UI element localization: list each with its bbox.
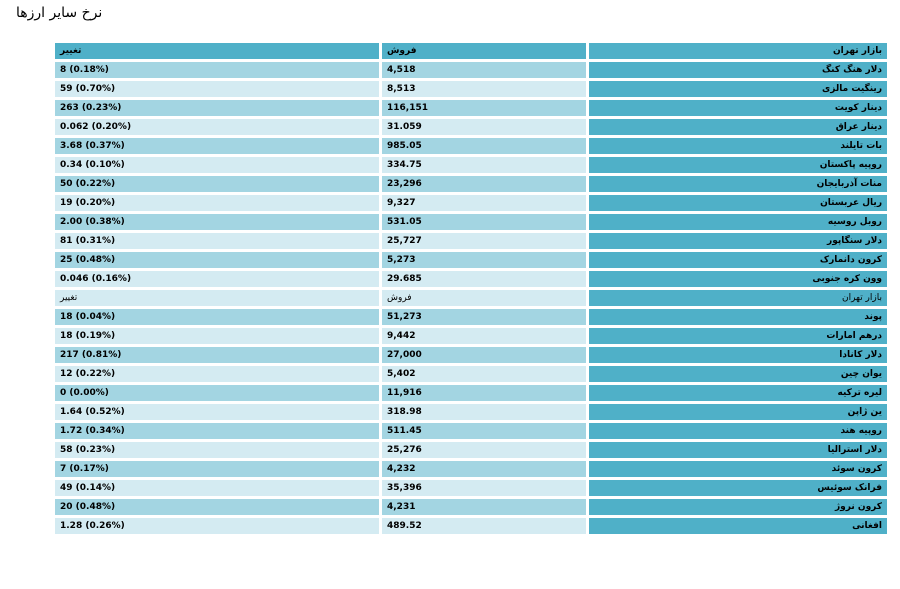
currency-name: منات آذربایجان: [589, 176, 887, 192]
currency-name: دلار کانادا: [589, 347, 887, 363]
currency-name: کرون سوئد: [589, 461, 887, 477]
currency-name: کرون دانمارک: [589, 252, 887, 268]
sell-price: 4,232: [382, 461, 586, 477]
currency-name: رینگیت مالزی: [589, 81, 887, 97]
change-value: 58 (0.23%): [55, 442, 379, 458]
table-row: [55, 271, 887, 287]
currency-name: روپیه پاکستان: [589, 157, 887, 173]
change-value: 18 (0.19%): [55, 328, 379, 344]
sell-price: 489.52: [382, 518, 586, 534]
table-row: [55, 100, 887, 116]
currency-name: دینار عراق: [589, 119, 887, 135]
page-title: نرخ سایر ارزها: [16, 5, 103, 21]
change-value: 3.68 (0.37%): [55, 138, 379, 154]
sell-price: 25,276: [382, 442, 586, 458]
change-value: 20 (0.48%): [55, 499, 379, 515]
change-value: 81 (0.31%): [55, 233, 379, 249]
sell-price: 31.059: [382, 119, 586, 135]
table-row: [55, 252, 887, 268]
table-row: [55, 480, 887, 496]
change-value: 12 (0.22%): [55, 366, 379, 382]
table-row: [55, 442, 887, 458]
table-row: [55, 176, 887, 192]
header-change: تغییر: [55, 43, 379, 59]
change-value: 0.046 (0.16%): [55, 271, 379, 287]
change-value: 8 (0.18%): [55, 62, 379, 78]
change-value: 0 (0.00%): [55, 385, 379, 401]
header-market: بازار تهران: [589, 43, 887, 59]
change-value: 25 (0.48%): [55, 252, 379, 268]
subheader-sell: فروش: [382, 290, 586, 306]
change-value: 1.28 (0.26%): [55, 518, 379, 534]
sell-price: 27,000: [382, 347, 586, 363]
currency-rates-table: [52, 40, 890, 537]
change-value: 50 (0.22%): [55, 176, 379, 192]
header-sell: فروش: [382, 43, 586, 59]
currency-name: روبل روسیه: [589, 214, 887, 230]
change-value: 59 (0.70%): [55, 81, 379, 97]
table-row: [55, 157, 887, 173]
sell-price: 29.685: [382, 271, 586, 287]
table-row: [55, 328, 887, 344]
sell-price: 51,273: [382, 309, 586, 325]
change-value: 18 (0.04%): [55, 309, 379, 325]
sell-price: 4,231: [382, 499, 586, 515]
subheader-change: تغییر: [55, 290, 379, 306]
table-row: [55, 461, 887, 477]
currency-name: لیره ترکیه: [589, 385, 887, 401]
table-row: [55, 214, 887, 230]
sell-price: 5,273: [382, 252, 586, 268]
currency-name: وون کره جنوبی: [589, 271, 887, 287]
currency-name: یوان چین: [589, 366, 887, 382]
change-value: 263 (0.23%): [55, 100, 379, 116]
sell-price: 35,396: [382, 480, 586, 496]
table-header-row: [55, 43, 887, 59]
table-row: [55, 423, 887, 439]
subheader-market: بازار تهران: [589, 290, 887, 306]
currency-name: فرانک سوئیس: [589, 480, 887, 496]
sell-price: 531.05: [382, 214, 586, 230]
sell-price: 318.98: [382, 404, 586, 420]
table-row: [55, 81, 887, 97]
currency-name: ین ژاپن: [589, 404, 887, 420]
change-value: 19 (0.20%): [55, 195, 379, 211]
table-row: [55, 309, 887, 325]
change-value: 217 (0.81%): [55, 347, 379, 363]
table-row: [55, 233, 887, 249]
currency-name: درهم امارات: [589, 328, 887, 344]
sell-price: 985.05: [382, 138, 586, 154]
currency-name: دلار هنگ کنگ: [589, 62, 887, 78]
currency-name: بات تایلند: [589, 138, 887, 154]
sell-price: 9,327: [382, 195, 586, 211]
table-subheader-row: [55, 290, 887, 306]
table-row: [55, 404, 887, 420]
table-row: [55, 347, 887, 363]
currency-name: افغانی: [589, 518, 887, 534]
change-value: 1.72 (0.34%): [55, 423, 379, 439]
currency-name: پوند: [589, 309, 887, 325]
currency-name: دینار کویت: [589, 100, 887, 116]
table-row: [55, 119, 887, 135]
change-value: 1.64 (0.52%): [55, 404, 379, 420]
table-row: [55, 518, 887, 534]
currency-name: دلار سنگاپور: [589, 233, 887, 249]
sell-price: 116,151: [382, 100, 586, 116]
sell-price: 11,916: [382, 385, 586, 401]
table-row: [55, 366, 887, 382]
table-row: [55, 138, 887, 154]
table-row: [55, 62, 887, 78]
sell-price: 4,518: [382, 62, 586, 78]
sell-price: 9,442: [382, 328, 586, 344]
currency-name: روپیه هند: [589, 423, 887, 439]
sell-price: 5,402: [382, 366, 586, 382]
currency-name: کرون نروژ: [589, 499, 887, 515]
rates-table-body: [55, 43, 887, 534]
currency-name: دلار استرالیا: [589, 442, 887, 458]
change-value: 49 (0.14%): [55, 480, 379, 496]
table-row: [55, 195, 887, 211]
change-value: 7 (0.17%): [55, 461, 379, 477]
change-value: 2.00 (0.38%): [55, 214, 379, 230]
change-value: 0.062 (0.20%): [55, 119, 379, 135]
sell-price: 23,296: [382, 176, 586, 192]
sell-price: 511.45: [382, 423, 586, 439]
sell-price: 25,727: [382, 233, 586, 249]
table-row: [55, 385, 887, 401]
currency-name: ریال عربستان: [589, 195, 887, 211]
sell-price: 8,513: [382, 81, 586, 97]
change-value: 0.34 (0.10%): [55, 157, 379, 173]
sell-price: 334.75: [382, 157, 586, 173]
table-row: [55, 499, 887, 515]
